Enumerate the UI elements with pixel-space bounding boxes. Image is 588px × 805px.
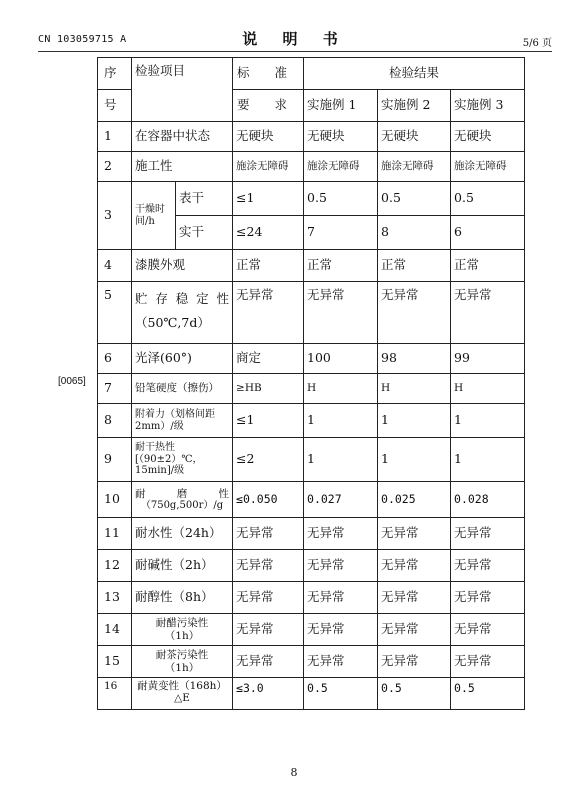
paragraph-number: [0065] bbox=[58, 376, 86, 387]
table-row: 4 漆膜外观 正常 正常 正常 正常 bbox=[98, 250, 525, 282]
table-row: 14 耐醋污染性 （1h） 无异常 无异常 无异常 无异常 bbox=[98, 614, 525, 646]
header-item: 检验项目 bbox=[132, 58, 233, 122]
header-no: 序 bbox=[98, 58, 132, 90]
header-standard-2: 要 求 bbox=[233, 90, 304, 122]
document-title: 说 明 书 bbox=[242, 30, 348, 48]
inspection-results-table bbox=[97, 57, 525, 710]
document-number: CN 103059715 A bbox=[38, 34, 127, 45]
header-example-2: 实施例 2 bbox=[378, 90, 451, 122]
header-no-2: 号 bbox=[98, 90, 132, 122]
table-row: 6 光泽(60°) 商定 100 98 99 bbox=[98, 344, 525, 374]
header-example-3: 实施例 3 bbox=[451, 90, 525, 122]
table-row: 15 耐茶污染性 （1h） 无异常 无异常 无异常 无异常 bbox=[98, 646, 525, 678]
header-example-1: 实施例 1 bbox=[304, 90, 378, 122]
table-row: 8 附着力（划格间距 2mm）/级 ≤1 1 1 1 bbox=[98, 404, 525, 438]
table-row: 13 耐醇性（8h） 无异常 无异常 无异常 无异常 bbox=[98, 582, 525, 614]
table-row: 9 耐干热性[（90±2）℃，15min]/级 ≤2 1 1 1 bbox=[98, 438, 525, 482]
table-header-row bbox=[98, 58, 525, 90]
page-header bbox=[38, 28, 552, 50]
header-rule bbox=[38, 51, 552, 52]
table-row: 11 耐水性（24h） 无异常 无异常 无异常 无异常 bbox=[98, 518, 525, 550]
table-row: 7 铅笔硬度（擦伤） ≥HB H H H bbox=[98, 374, 525, 404]
table-row: 16 耐黄变性（168h） △E ≤3.0 0.5 0.5 0.5 bbox=[98, 678, 525, 710]
header-result: 检验结果 bbox=[304, 58, 525, 90]
table-row: 实干 ≤24 7 8 6 bbox=[98, 216, 525, 250]
table-row: 3 干燥时间/h 表干 ≤1 0.5 0.5 0.5 bbox=[98, 182, 525, 216]
table-row: 1 在容器中状态 无硬块 无硬块 无硬块 无硬块 bbox=[98, 122, 525, 152]
header-standard: 标 准 bbox=[233, 58, 304, 90]
table-row: 2 施工性 施涂无障碍 施涂无障碍 施涂无障碍 施涂无障碍 bbox=[98, 152, 525, 182]
table-row: 5 贮存稳定性 （50℃,7d） 无异常 无异常 无异常 无异常 bbox=[98, 282, 525, 344]
table-row: 12 耐碱性（2h） 无异常 无异常 无异常 无异常 bbox=[98, 550, 525, 582]
table-row: 10 耐磨性 （750g,500r）/g ≤0.050 0.027 0.025 0.028 bbox=[98, 482, 525, 518]
page-reference: 5/6 页 bbox=[522, 38, 552, 49]
page-number: 8 bbox=[290, 766, 298, 779]
